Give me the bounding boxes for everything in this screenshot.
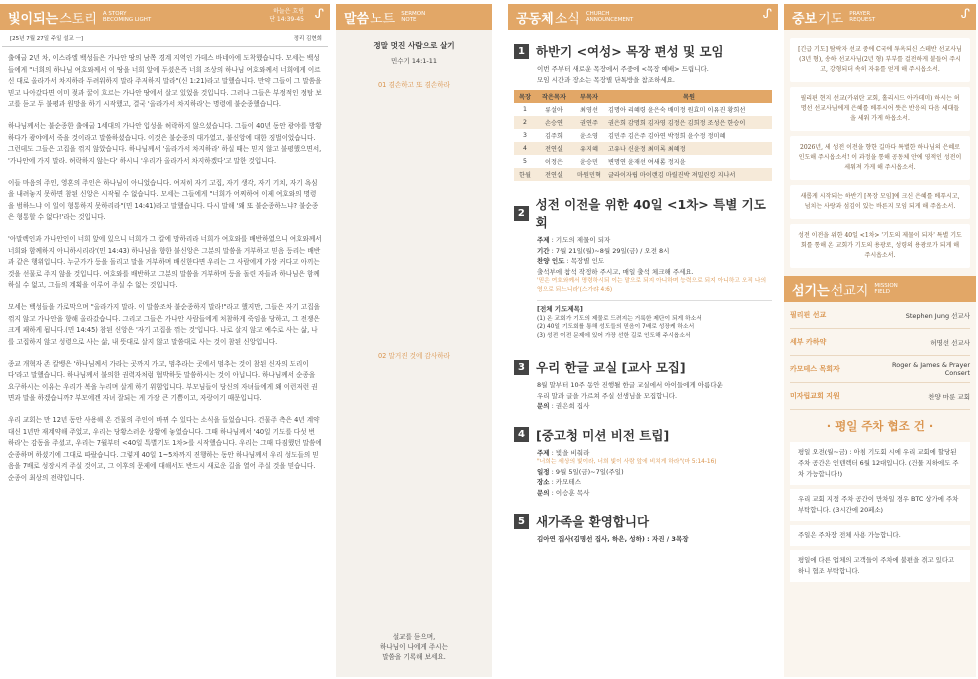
- label-key: 주제: [537, 236, 550, 244]
- section-title: [중고청 미션 비전 트립]: [536, 427, 670, 443]
- note-header: [336, 4, 492, 30]
- story-paragraph: 이들 마음의 주인, 영혼의 주인은 하나님이 아니었습니다. 여저히 자기 고집, 자기 생각, 자기 기치, 자기 욕심을 내려놓지 못하면 참된 신앙은 시작될 수 없습니다. 모세는 그들에게 "너희가 어찌하여 이제 여호와의 명령을 범하느냐 이 일이 형통하지 못하리라"(민 14:41)라고 말했습니다. 다시 말해 '왜 또 불순종하느냐? 불순종은 형통할 수 없다!'라는 것입니다.: [8, 178, 319, 221]
- label-value: : 7월 21일(월)~8월 29일(금) / 오전 8시: [549, 246, 670, 255]
- table-cell: 3: [523, 132, 527, 139]
- section-number: 1: [514, 44, 529, 59]
- section-title: 성전 이전을 위한 40일 <1차> 특별 기도회: [535, 197, 766, 230]
- closing-line: 말씀을 기록해 보세요.: [382, 653, 446, 661]
- mission-list: [790, 302, 970, 410]
- mission-name: 세부 카하약: [790, 338, 827, 346]
- ann-en2: ANNOUNCEMENT: [585, 17, 634, 23]
- col-header: 부목자: [572, 90, 606, 103]
- prayer-panel: [784, 4, 976, 677]
- sermon-point-2: 02 말거진 것에 감사하라: [377, 352, 450, 360]
- section-desc: 8월 말부터 10주 동안 진행될 한글 교실에서 아이들에게 아름다운: [537, 381, 723, 389]
- col-header: 작은목자: [536, 90, 572, 103]
- curl-icon: ᔑ: [314, 7, 324, 22]
- label-value: : 이승훈 목사: [549, 488, 590, 497]
- section-number: 2: [514, 206, 529, 221]
- parking-item: 우리 교회 지정 주차 공간이 만차일 경우 BTC 상가에 주차 부탁합니다. (3시간에 20페소): [790, 489, 970, 521]
- story-paragraph: '아말렉인과 가나안인이 너희 앞에 있으니 너희가 그 칼에 망하리라 너희가 여호와를 배반하였으니 여호와께서 너희와 함께하지 아니하시리라'(민 14:43) 하나님을 향한 불신앙은 그분의 말씀을 거부하고 믿음 등리는 배반과 같은 행위입니다. 누군가가 등을 돌리고 말을 거부하며 배신한다면 우리는 그 사람에게 가장 커다고 아끼는 것을 선물로 주지 않을 것입니다. 여호와를 배반하고 그분의 말씀을 거부하며 등을 돌린 자들과 하나님은 함께하실 수 없고, 그들의 계획을 이루어 주실 수 없는 것입니다.: [8, 235, 322, 289]
- sermon-title: 정말 멋진 사람으로 살기: [373, 41, 455, 50]
- label-value: : 9월 5일(금)~7일(주일): [549, 467, 624, 476]
- section-number: 4: [514, 427, 529, 442]
- mission-name: 카모테스 목회자: [790, 365, 840, 373]
- table-cell: 한월: [514, 168, 536, 181]
- attendance-note: 출석부에 참석 작정하 주시고, 매일 출석 체크해 주세요.: [537, 267, 694, 276]
- prayer-request: 2026년, 세 성전 이전을 향한 길마다 특별한 하나님의 은혜로 인도해 주시옵소서! 이 과정을 통해 공동체 안에 영적인 성전이 세워져 가게 해 주시옵소서.: [790, 136, 970, 180]
- label-value: : 권은희 집사: [549, 402, 590, 410]
- section-desc: 이번 주부터 새로운 목장에서 주중에 <목장 예배> 드립니다.: [537, 65, 709, 73]
- announcement-panel: [508, 4, 778, 677]
- section-3: [514, 358, 772, 412]
- table-cell: 김민주 김은주 김아연 박정희 윤수정 정미혜: [608, 133, 726, 140]
- table-cell: 변명연 윤재선 여새롬 정지윤: [608, 159, 686, 166]
- label-key: 장소: [537, 478, 550, 486]
- prayer-list-title: [전체 기도제목]: [537, 305, 583, 313]
- curl-icon: ᔑ: [960, 7, 970, 22]
- story-en1: A STORY: [102, 11, 127, 17]
- table-row: [514, 142, 772, 155]
- story-paragraph: 하나님께서는 불순종한 출애굽 1세대의 가나안 입성을 허락하지 않으셨습니다. 그들이 40년 동안 광야를 방황하다가 광야에서 죽을 것이라고 말씀하셨습니다. 이것은 불순종의 대가였고, 불신앙에 대한 징벌이었습니다. 그런데도 그들은 고집을 꺾지 않았습니다. 하나님께서 '올라가서 차지하라' 하실 때는 믿지 않고 불평했으면서, '가나안에 가지 말라. 허락하지 않는다' 하시니 '우리가 올라가서 차지하겠다'고 말한 것입니다.: [8, 122, 322, 165]
- mission-contact: Stephen Jung 선교사: [905, 311, 970, 320]
- new-family: 김아연 집사(김명선 집사, 하은, 성하) : 자진 / 3목장: [537, 535, 689, 543]
- sermon-summarizer: 정리 김현희: [293, 36, 322, 42]
- prayer-title-a: 중보: [792, 11, 818, 27]
- table-row: [514, 155, 772, 168]
- section-number: 3: [514, 360, 529, 375]
- table-cell: 손승연: [536, 116, 572, 129]
- label-value: : 카모테스: [549, 478, 582, 486]
- section-number: 5: [514, 514, 529, 529]
- prayer-item: (1) 온 교회가 기도의 제물로 드려지는 거룩한 제단이 되게 하소서: [537, 315, 702, 322]
- mission-title-a: 섬기는: [792, 283, 830, 299]
- mission-contact: 찬양 마룬 교회: [928, 392, 970, 401]
- closing-line: 설교를 듣으며,: [392, 633, 436, 641]
- mission-contact: 허명선 선교사: [930, 338, 970, 347]
- table-cell: 김주희: [545, 133, 563, 140]
- label-key: 찬양 인도: [537, 257, 565, 265]
- ann-title-a: 공동체: [516, 11, 554, 27]
- mission-name: 미자립교회 지원: [790, 392, 840, 400]
- section-4: [514, 426, 772, 499]
- mission-row: [790, 383, 970, 410]
- parking-item: 평일 오전(월~금) : 아침 기도회 시에 우리 교회에 할당된 주차 공간은 인텐렉터 6월 12대입니다. (건물 지하에도 주차 가능합니다!): [790, 442, 970, 485]
- label-value: : 빛을 비춰라: [549, 448, 590, 457]
- prayer-en1: PRAYER: [849, 11, 871, 17]
- table-cell: 유지혜: [572, 142, 606, 155]
- col-header: 목원: [606, 90, 772, 103]
- mission-contact: Roger & James & Prayer Consert: [892, 361, 970, 377]
- label-key: 문의: [537, 488, 550, 497]
- mission-row: [790, 356, 970, 383]
- section-desc: 모임 시간과 장소는 목장별 단톡방을 참조하세요.: [537, 75, 675, 84]
- sermon-note-panel: [336, 4, 492, 677]
- parking-title: · 평일 주차 협조 건 ·: [826, 419, 934, 433]
- mission-header: [784, 276, 976, 302]
- curl-icon: ᔑ: [762, 7, 772, 22]
- prayer-en2: REQUEST: [849, 17, 876, 23]
- table-cell: 전연실: [536, 168, 572, 181]
- story-title-b: 스토리: [59, 11, 97, 27]
- prayer-request: [긴급 기도] 탐락자 선교 중에 C국에 투옥되신 스테반 선교사님(3년 형), 송하 선교사님(2년 형) 부부를 걸전하게 붙들어 주시고, 강형되더 속히 자유를 얻게 해 주시옵소서.: [790, 38, 970, 82]
- col-header: 목장: [514, 90, 536, 103]
- mission-row: [790, 329, 970, 356]
- table-cell: 고유나 신윤정 최미록 최혜정: [606, 142, 772, 155]
- table-cell: 최영선: [580, 107, 598, 114]
- table-cell: 김명아 리혜령 윤은숙 배미정 원효미 이유진 황희선: [608, 107, 746, 114]
- label-value: : 목장별 인도: [564, 257, 605, 265]
- story-title-a: 빛이되는: [8, 11, 59, 27]
- section-title: 새가족을 환영합니다: [536, 514, 650, 529]
- parking-item: 주일은 주차장 전체 사용 가능합니다.: [790, 525, 970, 546]
- table-cell: 글라이자립 마이랜김 마릴진박 져밀린킹 지나서: [606, 168, 772, 181]
- table-cell: 이정은: [545, 159, 563, 166]
- mission-name: 필리핀 선교: [790, 311, 827, 319]
- table-cell: 전연실: [536, 142, 572, 155]
- story-panel: [0, 4, 330, 677]
- table-cell: 윤승민: [580, 159, 598, 166]
- table-row: [514, 116, 772, 129]
- parking-item: 평일에 다른 업체의 고객들이 주차에 불편을 겪고 있다고 하니 협조 부탁합니다.: [790, 550, 970, 582]
- table-cell: 2: [514, 116, 536, 129]
- section-title: 하반기 <여성> 목장 편성 및 모임: [536, 44, 724, 59]
- table-cell: 5: [523, 158, 527, 165]
- table-cell: 권연주: [572, 116, 606, 129]
- table-cell: 마원민혁: [572, 168, 606, 181]
- ann-en1: CHURCH: [585, 11, 610, 17]
- prayer-request: 새롭게 시작되는 하반기 [목장 모임]에 크신 은혜를 베푸시고, 넘치는 사랑과 섬김이 있는 바른지 모임 되게 해 주옵소서.: [790, 185, 970, 219]
- sermon-point-1: 01 겸손하고 또 겸손하라: [377, 81, 450, 89]
- closing-line: 하나님이 나에게 주시는: [380, 643, 448, 651]
- story-body: [0, 47, 330, 484]
- prayer-request: 필리핀 현지 선교(카위탄 교회, 홀리시드 아카데미) 하시는 허명선 선교사님에게 은혜를 베푸시어 뜻은 반응의 다음 세대들을 세워 가게 하옵소서.: [790, 87, 970, 131]
- story-paragraph: 출애굽 2년 차, 이스라엘 백성들은 가나안 땅의 남쪽 경계 지역인 가데스 바네아에 도착했습니다. 모세는 백성들에게 "너희의 하나님 여호와께서 이 땅을 너희 앞에 두셨은즉 너희 조상의 하나님 여호와께서 너희에게 이르신 대로 올라가서 차지하라 두려워하지 말라 주저하지 말라"(신 1:21)라고 말했습니다. 만약 그들이 그 말씀을 믿고 나아갔다면 이미 젖과 꿀이 흐르는 가나안 땅에서 살고 있었을 것입니다. 그러나 그들은 부정적인 정탐 보고를 듣고 두 불평과 원망을 하기 시작했고, 결국 '올라가서 차지하라'는 명령에 불순종했습니다.: [8, 54, 322, 108]
- table-cell: 권은희 감명희 김자영 김정은 김희정 조성은 한승이: [606, 116, 772, 129]
- date-line: [2, 30, 328, 47]
- group-table: [514, 90, 772, 181]
- section-title: 우리 한글 교실 [교사 모집]: [536, 360, 686, 375]
- label-key: 기간: [537, 246, 550, 255]
- mission-row: [790, 302, 970, 329]
- label-key: 일정: [537, 467, 550, 476]
- note-title-b: 노트: [370, 11, 396, 27]
- story-paragraph: 우리 교회는 만 12년 동안 사용해 온 건물의 주인이 바뀌 수 있다는 소식을 들었습니다. 건물주 측은 4년 계약 대신 1년만 재계약해 주었고, 우리는 당황스러운 상황에 놓였습니다. 그때 하나님께서 '40일 기도를 다섯 번 하라'는 감동을 주셨고, 우리는 7월부터 <40일 특별기도 1차>를 시작했습니다. 우리는 그때 다짐했던 말씀에 순종하며 하셨기에 그대로 따랐습니다. 그렇게 40일 1~5차까지 진행하는 동안 하나님께서 우리 성도들의 믿음을 7배로 성장시켜 주실 것이고, 그 이후의 문제에 대해서도 반드시 새로운 길을 열어 주실 것을 믿습니다. 순종이 최상의 전략입니다.: [8, 416, 322, 482]
- scripture-quote: '믿은 여호와께서 명령하시되 이는 말으로 되지 아니하며 능력으로 되지 아니하고 오직 나의 영으로 되느니라'(스가랴 4:6): [537, 278, 767, 293]
- table-cell: 4: [514, 142, 536, 155]
- prayer-title-b: 기도: [818, 11, 844, 27]
- note-title-a: 말씀: [344, 11, 370, 27]
- story-header: [0, 4, 330, 30]
- section-1: [514, 42, 772, 181]
- mission-en2: FIELD: [874, 289, 890, 295]
- note-en2: NOTE: [401, 17, 417, 23]
- prayer-header: [784, 4, 976, 30]
- prayer-request: 성전 이전을 위한 40일 <1차> '기도의 제물이 되자' 특별 기도회를 통해 온 교회가 기도의 용광로, 성령의 용광로가 되게 해 주시옵소서.: [790, 224, 970, 268]
- note-en1: SERMON: [401, 11, 426, 17]
- table-cell: 류설아: [545, 107, 563, 114]
- story-paragraph: 모세는 백성들을 가로막으며 "올라가지 말라. 이 말씀조차 불순종하지 말라!"라고 했지만, 그들은 자기 고집을 꺾지 않고 가나안을 향해 올라갔습니다. 그리고 그들은 가나안 사람들에게 처참하게 죽임을 당하고, 그 전쟁은 크게 패하게 됩니다.(민 14:45) 참된 신앙은 '자기 고집을 꺾는 것'입니다. 나로 살지 않고 예수로 사는 삶, 나를 고집하지 않고 성령으로 사는 삶, 내 뜻대로 살지 않고 말씀대로 사는 것이 참된 신앙입니다.: [8, 303, 320, 346]
- note-closing: [336, 632, 492, 662]
- table-cell: 윤소영: [580, 133, 598, 140]
- story-en2: BECOMING LIGHT: [102, 17, 152, 23]
- section-5: [514, 512, 772, 545]
- section-desc: 우리 말과 글을 가르쳐 주실 선생님을 모집합니다.: [537, 391, 678, 400]
- table-row: [514, 129, 772, 142]
- story-ref2: 단 14:39-45: [269, 16, 304, 23]
- prayer-item: (3) 성전 이전 문제에 있어 가장 선한 길로 인도해 주시옵소서: [537, 332, 691, 339]
- table-cell: 1: [523, 106, 527, 113]
- mission-en1: MISSION: [874, 283, 898, 289]
- prayer-item: (2) 40일 기도회를 통해 성도들의 믿음이 7배로 성장케 하소서: [537, 324, 695, 330]
- mission-title-b: 선교지: [830, 283, 869, 299]
- announcement-header: [508, 4, 778, 30]
- table-row: [514, 103, 772, 116]
- label-value: : 기도의 제물이 되자: [549, 236, 611, 244]
- label-key: 주제: [537, 448, 550, 457]
- ann-title-b: 소식: [554, 11, 580, 27]
- parking-section: [790, 418, 970, 582]
- scripture-quote: "너희는 세상의 빛이라, 너희 빛이 사람 앞에 비치게 하라"(마 5:14-16): [537, 459, 717, 465]
- story-paragraph: 종교 개혁자 존 칼뱅은 '하나님께서 가라는 곳까지 가고, 멈추라는 곳에서 멈추는 것이 참된 신자의 도리이다'라고 말했습니다. 하나님께서 불의한 권력자처럼 협박하듯 말씀하시는 것이 아닙니다. 하나님께서 순종을 요구하시는 이유는 우리가 복을 누리며 살게 하기 위함입니다. 부모님들이 당신의 자녀들에게 왜 이런저런 권면과 말을 하겠습니까? 부모에겐 자녀 잘되는 게 가장 큰 기쁨이고, 자랑이기 때문입니다.: [8, 359, 318, 402]
- sermon-verse: 민수기 14:1-11: [390, 57, 438, 65]
- section-2: [514, 195, 772, 340]
- table-row: [514, 168, 772, 181]
- story-ref1: 하늘은 흐림: [273, 8, 304, 15]
- sermon-date: [25년 7월 27일 주일 설교 ㅡ]: [10, 36, 84, 42]
- label-key: 문의: [537, 402, 550, 410]
